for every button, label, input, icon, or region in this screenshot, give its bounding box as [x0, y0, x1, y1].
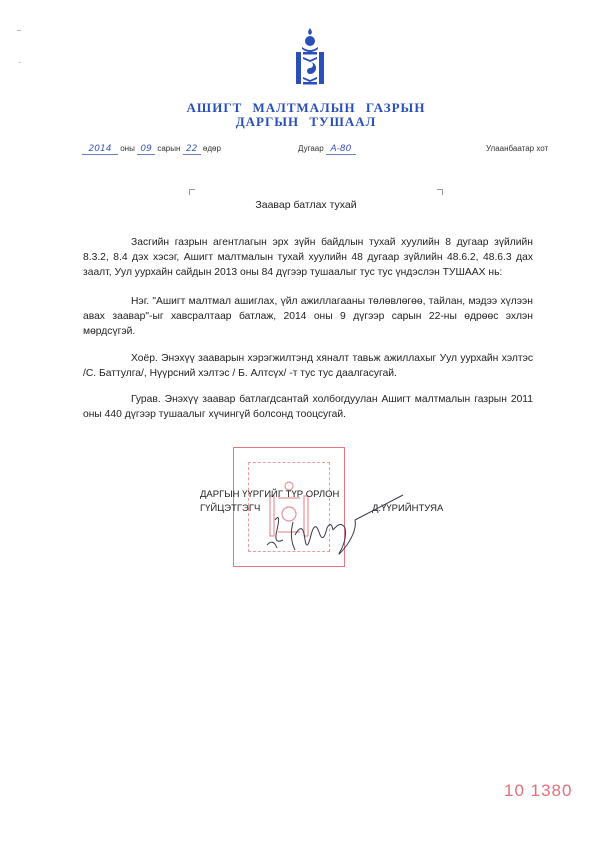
month-field: 09: [137, 144, 155, 155]
paragraph-text: Засгийн газрын агентлагын эрх зүйн байдлын тухай хуулийн 8 дугаар зүйлийн 8.3.2, 8.4 дэх хэсэг, Ашигт малтмалын тухай хуулийн 48 дугаар зүйлийн 48.6.2, 48.6.3 дах заалт, Уул уурхайн сайдын 2013 оны 84 дүгээр тушаалыг тус тус үндэслэн ТУШААХ нь:: [83, 237, 533, 278]
year-field: 2014: [82, 144, 118, 155]
paragraph-text: Нэг. "Ашигт малтмал ашиглах, үйл ажиллагааны төлөвлөгөө, тайлан, мэдээ хүлээн авах заавар"-ыг хавсралтаар батлаж, 2014 оны 9 дүгээр сарын 22-ны өдрөөс эхлэн мөрдсүгэй.: [83, 296, 533, 337]
scan-mark: [17, 30, 21, 31]
title-corner-right: [437, 189, 443, 195]
signer-name: Д.ҮҮРИЙНТУЯА: [372, 503, 444, 514]
number-label: Дугаар: [298, 144, 324, 153]
header-line-1: АШИГТ МАЛТМАЛЫН ГАЗРЫН: [186, 100, 426, 115]
date-line: [82, 144, 221, 155]
paragraph-preamble: [83, 235, 533, 280]
position-line-1: ДАРГЫН ҮҮРГИЙГ ТҮР ОРЛОН: [200, 489, 340, 500]
handwritten-signature-icon: [255, 490, 405, 565]
document-title: Заавар батлах тухай: [255, 199, 357, 211]
paragraph-text: Хоёр. Энэхүү зааварын хэрэгжилтэнд хяналт тавьж ажиллахыг Уул уурхайн хэлтэс /С. Баттулга/, Нүүрсний хэлтэс / Б. Алтсүх/ -т тус тус даалгасугай.: [83, 353, 533, 379]
paragraph-one: [83, 294, 533, 339]
paragraph-text: Гурав. Энэхүү заавар батлагдсантай холбогдуулан Ашигт малтмалын газрын 2011 оны 440 дүгээр тушаалыг хүчингүй болсонд тооцсугай.: [83, 394, 533, 420]
soyombo-emblem-icon: [293, 28, 327, 90]
registration-number: 10 1380: [504, 781, 573, 800]
location: Улаанбаатар хот: [486, 144, 549, 153]
month-label: сарын: [157, 144, 181, 153]
number-field: А-80: [326, 144, 356, 155]
day-label: өдөр: [202, 144, 221, 153]
scan-mark: [18, 62, 21, 63]
number-line: [298, 144, 356, 155]
paragraph-three: [83, 392, 533, 422]
paragraph-two: [83, 351, 533, 381]
header-line-2: ДАРГЫН ТУШААЛ: [235, 114, 377, 129]
year-label: оны: [120, 144, 135, 153]
title-corner-left: [189, 189, 195, 195]
day-field: 22: [183, 144, 201, 155]
position-line-2: ГҮЙЦЭТГЭГЧ: [200, 503, 261, 514]
